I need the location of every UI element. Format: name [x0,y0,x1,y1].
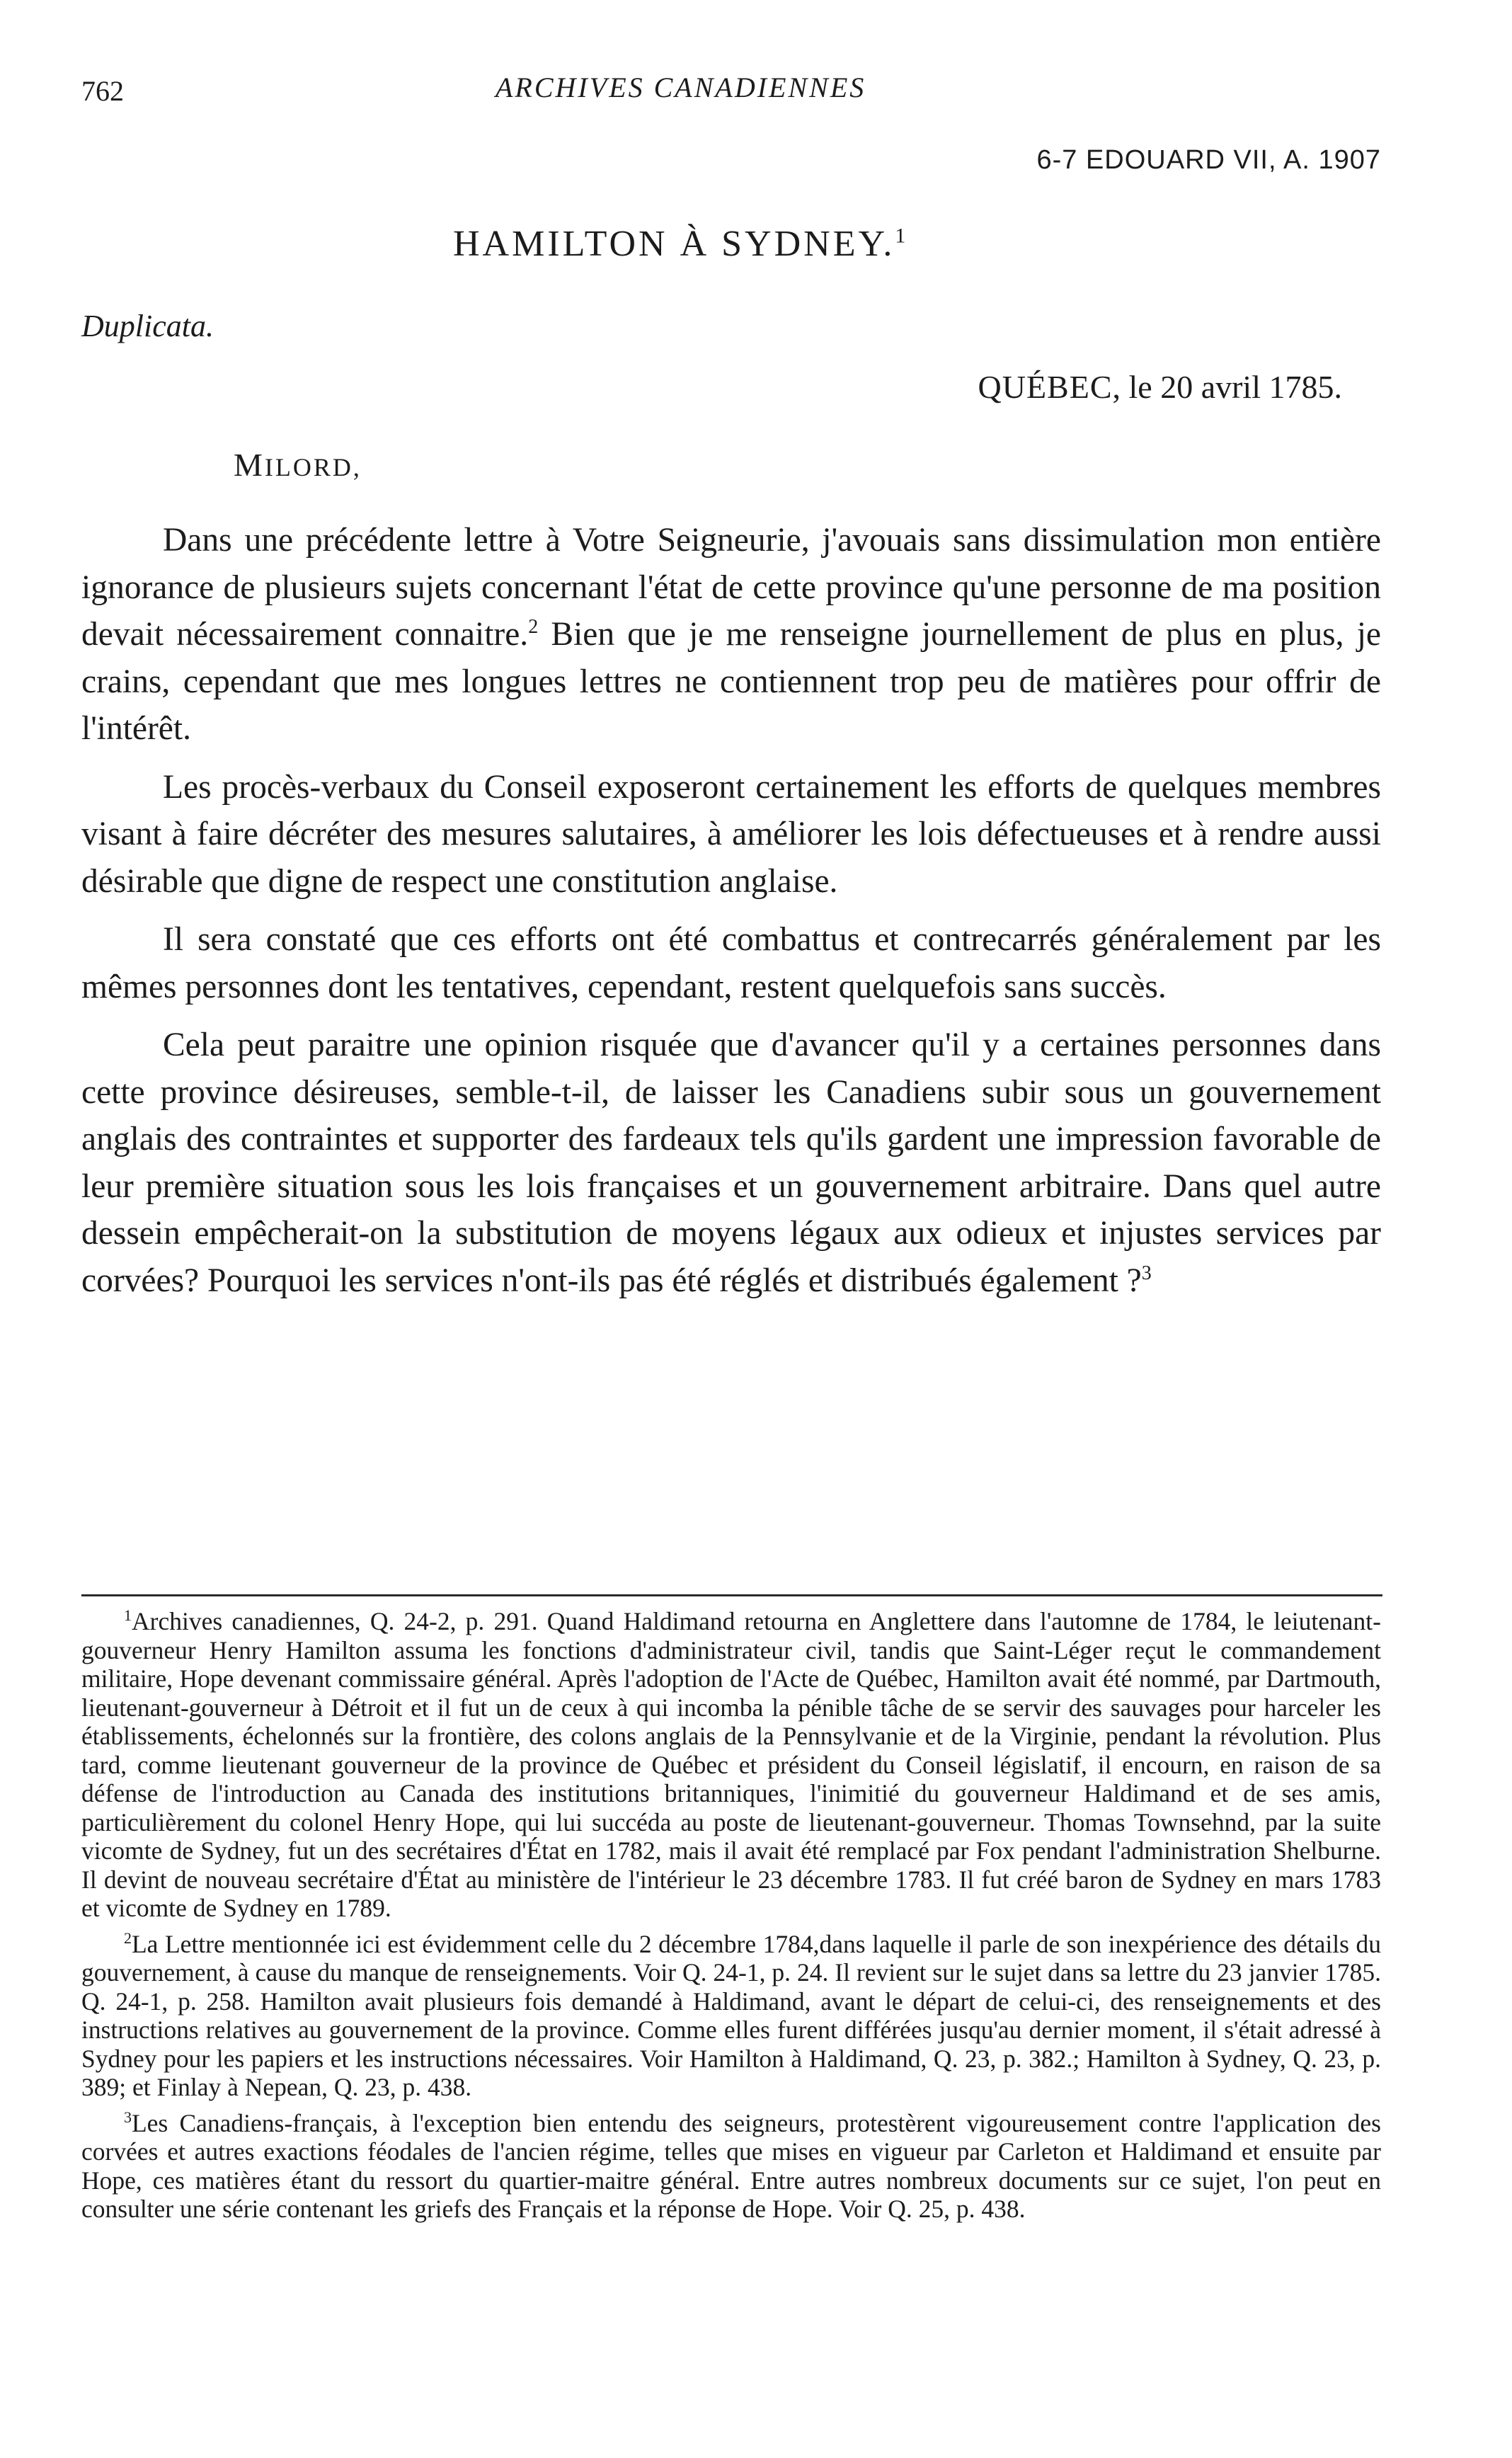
dateline-date: , le 20 avril 1785. [1112,369,1342,405]
footnote-text: Les Canadiens-français, à l'exception bien entendu des seigneurs, protestèrent vigoureusement contre l'application des corvées et autres exactions féodales de l'ancien régime, telles que mises en vigueur par Carleton et Haldimand et ensuite par Hope, ces matières étant du ressort du quartier-maitre général. Entre autres nombreux documents sur ce sujet, l'on peut en consulter une série contenant les griefs des Français et la réponse de Hope. Voir Q. 25, p. 438. [81,2108,1381,2223]
footnote-text: La Lettre mentionnée ici est évidemment celle du 2 décembre 1784,dans laquelle il parle de son inexpérience des détails du gouvernement, à cause du manque de renseignements. Voir Q. 24-1, p. 24. Il revient sur le sujet dans sa lettre du 23 janvier 1785. Q. 24-1, p. 258. Hamilton avait plusieurs fois demandé à Haldimand, avant le départ de celui-ci, des renseignements et des instructions relatives au gouvernement de la province. Comme elles furent différées jusqu'au dernier moment, il s'était adressé à Sydney pour les papiers et les instructions nécessaires. Voir Hamilton à Haldimand, Q. 23, p. 382.; Hamilton à Sydney, Q. 23, p. 389; et Finlay à Nepean, Q. 23, p. 438. [81,1929,1381,2101]
footnote-2 [81,1930,1381,2102]
paragraph-1-text: Dans une précédente lettre à Votre Seigneurie, j'avouais sans dissimulation mon entière ignorance de plusieurs sujets concernant l'état de cette province qu'une personne de ma position devait nécessairement connaitre. [81,522,1381,653]
paragraph-2: Les procès-verbaux du Conseil exposeront certainement les efforts de quelques membres visant à faire décréter des mesures salutaires, à améliorer les lois défectueuses et à rendre aussi désirable que digne de respect une constitution anglaise. [81,768,1381,900]
footnote-1 [81,1607,1381,1923]
footnote-marker: 3 [124,2108,132,2126]
letter-body [81,517,1381,1315]
footnotes [81,1607,1381,2231]
title-footnote-ref: 1 [895,224,906,248]
paragraph-4-text: Cela peut paraitre une opinion risquée que d'avancer qu'il y a certaines personnes dans cette province désireuses, semble-t-il, de laisser les Canadiens subir sous un gouvernement anglais des contraintes et supporter des fardeaux tels qu'ils gardent une impression favorable de leur première situation sous les lois françaises et un gouvernement arbitraire. Dans quel autre dessein empêcherait-on la substitution de moyens légaux aux odieux et injustes services par corvées? Pourquoi les services n'ont-ils pas été réglés et distribués également ? [81,1027,1381,1299]
paragraph-1 [81,517,1381,753]
footnote-ref-2: 2 [528,616,539,639]
footnote-divider [81,1594,1382,1596]
running-title: ARCHIVES CANADIENNES [496,72,866,103]
dateline [978,368,1343,406]
document-title [453,223,905,265]
footnote-marker: 2 [124,1928,132,1947]
paragraph-3: Il sera constaté que ces efforts ont été combattus et contrecarrés généralement par les mêmes personnes dont les tentatives, cependant, restent quelquefois sans succès. [81,921,1381,1005]
salutation-rest: ILORD, [264,453,362,481]
footnote-3 [81,2109,1381,2224]
footnote-text: Archives canadiennes, Q. 24-2, p. 291. Quand Haldimand retourna en Anglettere dans l'automne de 1784, le leiutenant-gouverneur Henry Hamilton assuma les fonctions d'administrateur civil, tandis que Saint-Léger reçut le commandement militaire, Hope devenant commissaire général. Après l'adoption de l'Acte de Québec, Hamilton avait été nommé, par Dartmouth, lieutenant-gouverneur à Détroit et il fut un de ceux à qui incomba la pénible tâche de se servir des sauvages pour harceler les établissements, échelonnés sur la frontière, des colons anglais de la Pennsylvanie et de la Virginie, pendant la révolution. Plus tard, comme lieutenant gouverneur de la province de Québec et président du Conseil législatif, il encourn, en raison de sa défense de l'introduction au Canada des institutions britanniques, l'inimitié du gouverneur Haldimand et de ses amis, particulièrement du colonel Henry Hope, qui lui succéda au poste de lieutenant-gouverneur. Thomas Townsehnd, par la suite vicomte de Sydney, fut un des secrétaires d'État en 1782, mais il avait été remplacé par Fox pendant l'administration Shelburne. Il devint de nouveau secrétaire d'État au ministère de l'intérieur le 23 décembre 1783. Il fut créé baron de Sydney en mars 1783 et vicomte de Sydney en 1789. [81,1607,1381,1922]
dateline-place: QUÉBEC [978,369,1113,405]
salutation-initial: M [234,447,265,483]
document-title-text: HAMILTON À SYDNEY. [453,224,895,264]
footnote-ref-3: 3 [1141,1262,1152,1284]
salutation [234,446,362,484]
paragraph-4 [81,1022,1381,1304]
paragraph-1-continued: Bien que je me renseigne journellement de plus en plus, je crains, cependant que mes longues lettres ne contiennent trop peu de matières pour offrir de l'intérêt. [81,616,1381,747]
footnote-marker: 1 [124,1606,132,1625]
page-number: 762 [81,75,124,107]
volume-info: 6-7 EDOUARD VII, A. 1907 [1036,145,1381,175]
duplicata-label: Duplicata. [81,309,214,343]
